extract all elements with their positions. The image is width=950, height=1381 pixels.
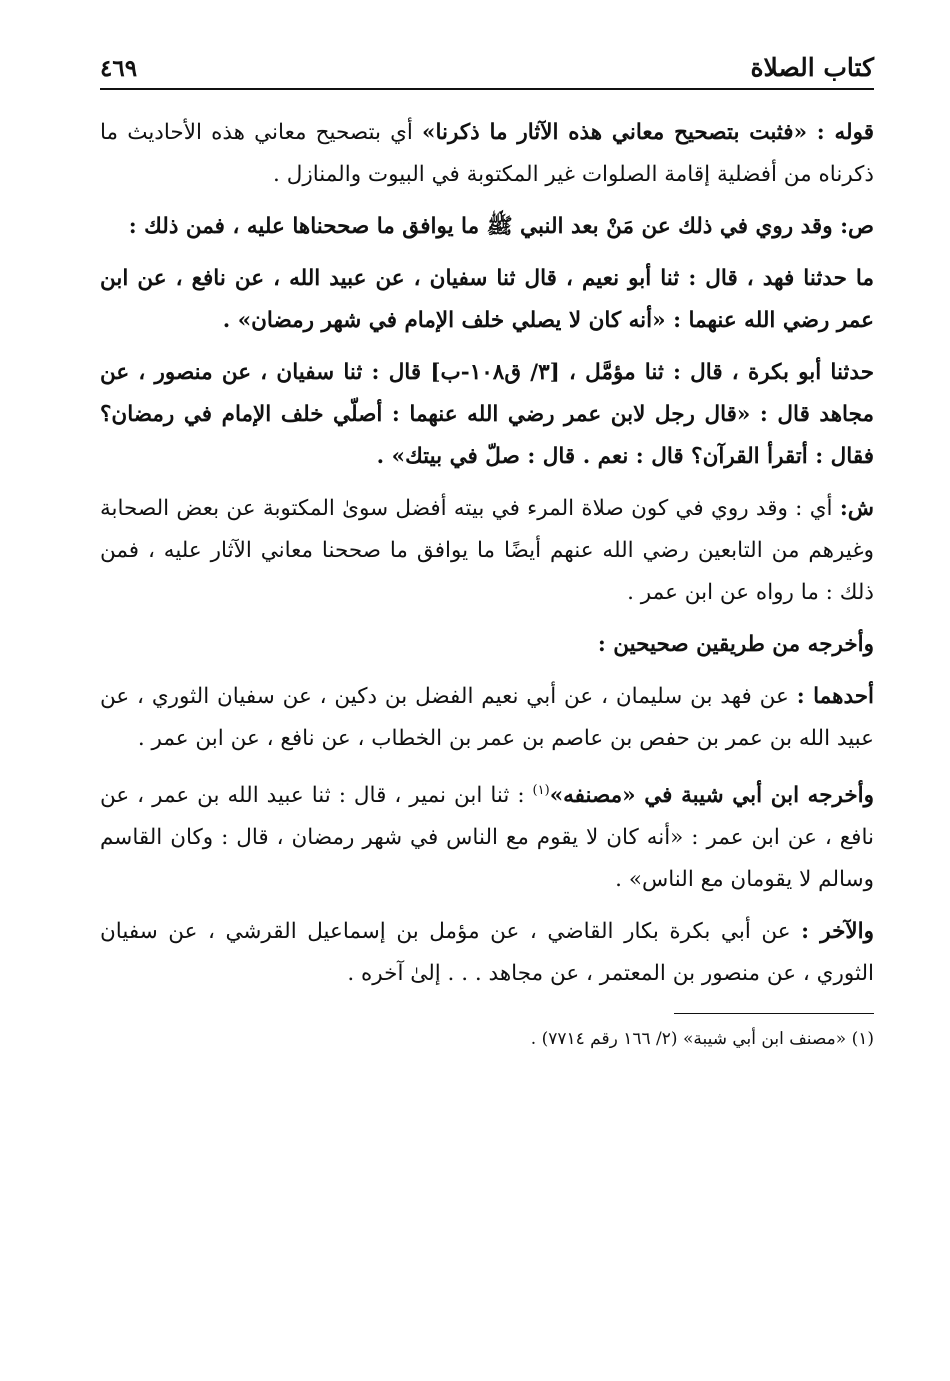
paragraph-2-text: وقد روي في ذلك عن مَنْ بعد النبي ﷺ ما يوافق ما صححناها عليه ، فمن ذلك : (128, 214, 841, 239)
page-header (100, 38, 874, 90)
page-body (100, 112, 874, 1054)
paragraph-8-text: عن أبي بكرة بكار القاضي ، عن مؤمل بن إسماعيل القرشي ، عن سفيان الثوري ، عن منصور بن المعتمر ، عن مجاهد . . . إلىٰ آخره . (100, 919, 874, 987)
paragraph-1-text: أي بتصحيح معاني هذه الأحاديث ما ذكرناه من أفضلية إقامة الصلوات غير المكتوبة في البيوت والمنازل . (100, 120, 874, 187)
footnote: (١) «مصنف ابن أبي شيبة» (٢/ ١٦٦ رقم ٧٧١٤) . (530, 1029, 874, 1050)
footnote-reference[interactable]: (١) (532, 783, 550, 798)
paragraph-5 (100, 488, 874, 614)
paragraph-3-text: ما حدثنا فهد ، قال : ثنا أبو نعيم ، قال ثنا سفيان ، عن عبيد الله ، عن نافع ، عن ابن عمر رضي الله عنهما : «أنه كان لا يصلي خلف الإمام في شهر رمضان» . (100, 266, 874, 333)
paragraph-2 (100, 206, 874, 248)
document-page (100, 38, 874, 1341)
paragraph-7-text: : ثنا ابن نمير ، قال : ثنا عبيد الله بن عمر ، عن نافع ، عن ابن عمر : «أنه كان لا يقوم مع الناس في شهر رمضان ، قال : وكان القاسم وسالم لا يقومان مع الناس» . (100, 783, 874, 893)
paragraph-4-text: حدثنا أبو بكرة ، قال : ثنا مؤمَّل ، [٣/ ق١٠٨-ب] قال : ثنا سفيان ، عن منصور ، عن مجاهد قال : «قال رجل لابن عمر رضي الله عنهما : أصلّي خلف الإمام في رمضان؟ فقال : أتقرأ القرآن؟ قال : نعم . قال : صلّ في بيتك» . (100, 360, 874, 469)
paragraph-8 (100, 911, 874, 995)
paragraph-7 (100, 770, 874, 901)
paragraph-3 (100, 258, 874, 342)
paragraph-4 (100, 352, 874, 478)
paragraph-8-lead: والآخر : (801, 919, 874, 945)
paragraph-1 (100, 112, 874, 196)
section-heading: وأخرجه من طريقين صحيحين : (597, 632, 874, 657)
paragraph-5-text: أي : وقد روي في كون صلاة المرء في بيته أفضل سوىٰ المكتوبة عن بعض الصحابة وغيرهم من التابعين رضي الله عنهم أيضًا ما يوافق ما صححنا معاني الآثار عليه ، فمن ذلك : ما رواه عن ابن عمر . (100, 496, 874, 605)
paragraph-6-lead: أحدهما : (796, 684, 874, 709)
paragraph-1-lead: قوله : «فثبت بتصحيح معاني هذه الآثار ما ذكرنا» (422, 120, 874, 145)
paragraph-6 (100, 676, 874, 760)
footnote-separator (674, 1013, 874, 1014)
running-title: كتاب الصلاة (750, 53, 874, 82)
paragraph-6-text: عن فهد بن سليمان ، عن أبي نعيم الفضل بن دكين ، عن سفيان الثوري ، عن عبيد الله بن عمر بن حفص بن عاصم بن عمر بن الخطاب ، عن نافع ، عن ابن عمر . (100, 684, 874, 751)
page-number: ٤٦٩ (100, 55, 138, 82)
paragraph-5-lead: ش: (839, 496, 874, 521)
paragraph-7-lead: وأخرجه ابن أبي شيبة في «مصنفه» (549, 783, 874, 809)
paragraph-2-lead: ص: (840, 214, 874, 239)
